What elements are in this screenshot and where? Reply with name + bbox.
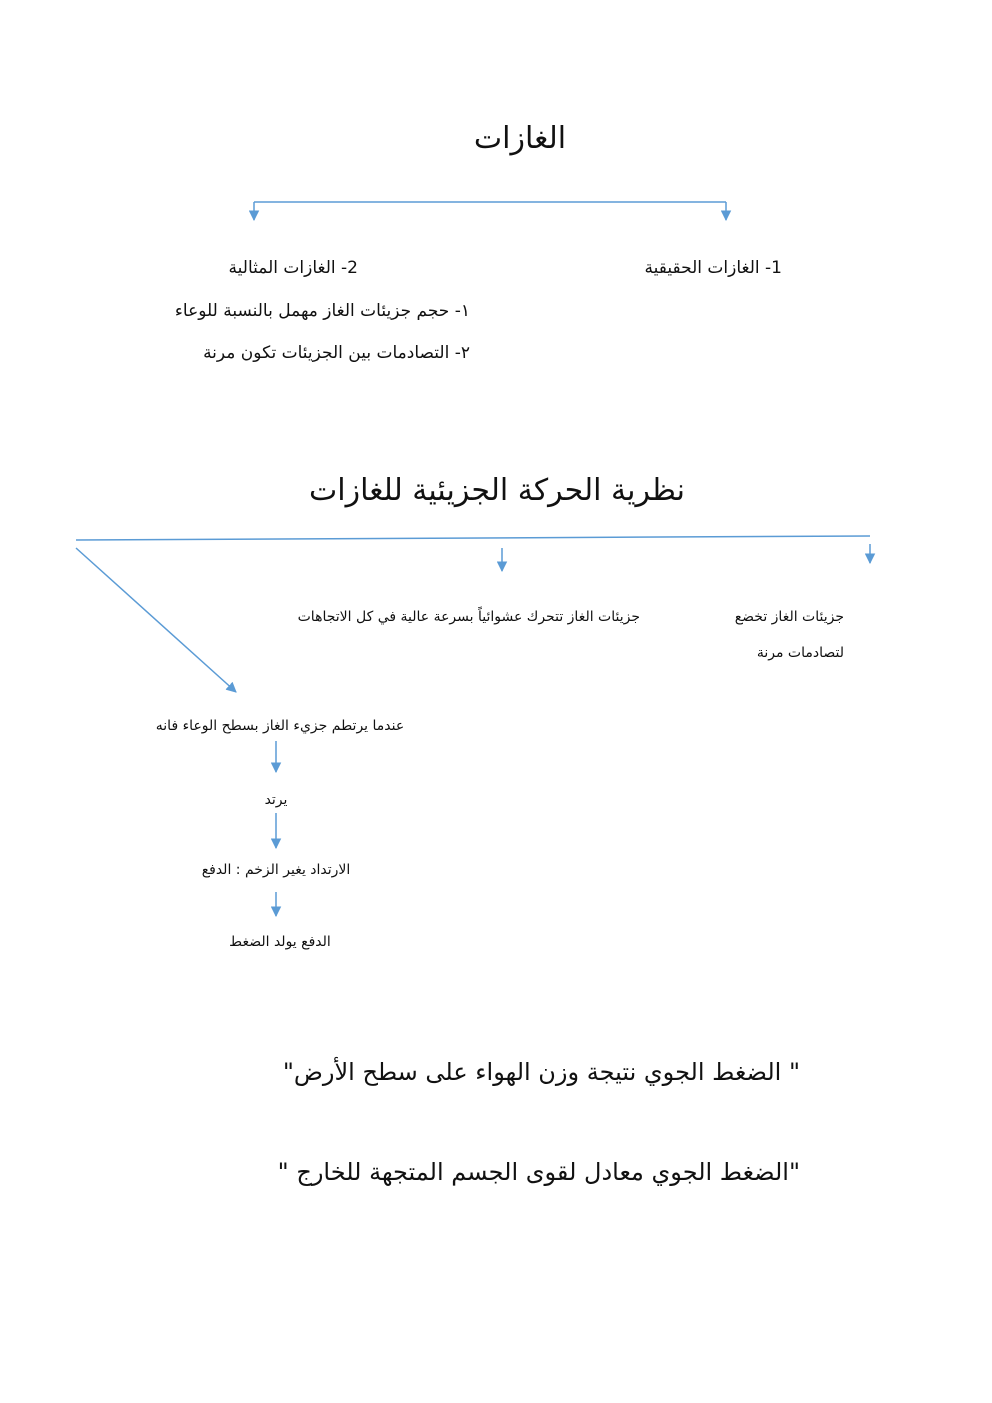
ideal-property-1: ١- حجم جزيئات الغاز مهمل بالنسبة للوعاء — [174, 301, 470, 321]
chain-step-rebound: يرتد — [264, 792, 288, 808]
kinetic-arrow-diagonal — [76, 548, 236, 692]
branch-random-motion: جزيئات الغاز تتحرك عشوائياً بسرعة عالية في كل الاتجاهات — [297, 609, 640, 625]
gases-title: الغازات — [473, 121, 567, 156]
ideal-property-2: ٢- التصادمات بين الجزيئات تكون مرنة — [203, 343, 470, 363]
ideal-gases-label: 2- الغازات المثالية — [228, 258, 358, 278]
real-gases-label: 1- الغازات الحقيقية — [644, 258, 782, 278]
kinetic-theory-title: نظرية الحركة الجزيئية للغازات — [309, 473, 685, 508]
chain-step-impact: عندما يرتطم جزيء الغاز بسطح الوعاء فانه — [155, 718, 405, 734]
branch-collisions-line1: جزيئات الغاز تخضع — [734, 609, 844, 625]
definition-atmospheric-pressure-2: "الضغط الجوي معادل لقوى الجسم المتجهة للخارج " — [277, 1158, 800, 1186]
chain-step-pressure: الدفع يولد الضغط — [229, 934, 331, 950]
chain-step-momentum: الارتداد يغير الزخم : الدفع — [201, 862, 351, 878]
gases-tree-connector — [254, 202, 726, 220]
branch-collisions-line2: لتصادمات مرنة — [756, 645, 844, 661]
kinetic-horizontal-line — [76, 536, 870, 540]
definition-atmospheric-pressure-1: " الضغط الجوي نتيجة وزن الهواء على سطح الأرض" — [282, 1058, 800, 1086]
